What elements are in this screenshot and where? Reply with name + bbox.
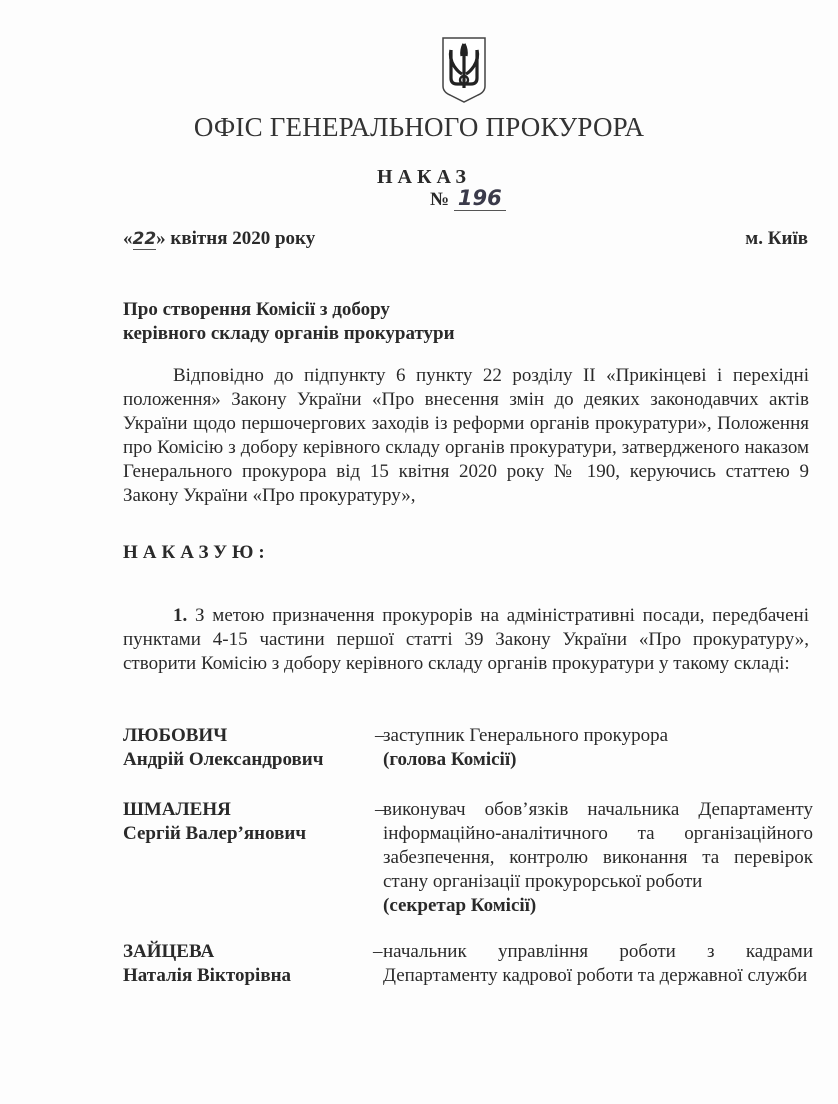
date-month-year: квітня 2020 року (165, 228, 316, 249)
order-number (430, 186, 506, 211)
order-subject (123, 298, 455, 346)
member-name (123, 724, 363, 772)
member-name (123, 940, 363, 988)
organization-title: ОФІС ГЕНЕРАЛЬНОГО ПРОКУРОРА (193, 112, 645, 142)
order-date (123, 228, 315, 250)
member-surname: ШМАЛЕНЯ (123, 799, 231, 820)
dash: – (375, 799, 385, 820)
handwritten-order-number: 196 (454, 186, 506, 211)
order-verb-heading: НАКАЗУЮ: (123, 542, 270, 563)
date-open-quote: « (123, 228, 133, 249)
member-commission-role: (голова Комісії) (383, 749, 517, 770)
member-surname: ЗАЙЦЕВА (123, 941, 215, 962)
member-commission-role: (секретар Комісії) (383, 895, 537, 916)
member-given-names: Андрій Олександрович (123, 749, 324, 770)
member-name (123, 798, 363, 846)
preamble-paragraph: Відповідно до підпункту 6 пункту 22 розділу ІІ «Прикінцеві і перехідні положення» Закону України «Про внесення змін до деяких законодавчих актів України щодо першочергових заходів із реформи органів прокуратури», Положення про Комісію з добору керівного складу органів прокуратури, затвердженого наказом Генерального прокурора від 15 квітня 2020 року № 190, керуючись статтею 9 Закону України «Про прокуратуру», (123, 365, 809, 506)
member-position: виконувач обов’язків начальника Департаменту інформаційно-аналітичного та організаційного забезпечення, контролю виконання та перевірок стану організації прокурорської роботи (383, 799, 813, 892)
member-surname: ЛЮБОВИЧ (123, 725, 228, 746)
item-text: З метою призначення прокурорів на адміністративні посади, передбачені пунктами 4-15 частини першої статті 39 Закону України «Про прокуратуру», створити Комісію з добору керівного складу органів прокуратури у такому складі: (123, 605, 809, 674)
dash: – (375, 725, 385, 746)
document-type-heading: НАКАЗ (376, 166, 471, 188)
dash: – (373, 941, 383, 962)
subject-line-2: керівного складу органів прокуратури (123, 323, 455, 344)
order-item-1 (123, 604, 809, 676)
number-prefix: № (430, 189, 450, 210)
member-given-names: Наталія Вікторівна (123, 965, 292, 986)
member-role (383, 940, 813, 988)
member-given-names: Сергій Валер’янович (123, 823, 307, 844)
member-role (383, 798, 813, 918)
member-role (383, 724, 813, 772)
item-number: 1. (173, 605, 188, 626)
subject-line-1: Про створення Комісії з добору (123, 299, 390, 320)
handwritten-day: 22 (132, 229, 157, 249)
trident-emblem-icon (440, 36, 488, 104)
member-position: заступник Генерального прокурора (383, 725, 669, 746)
city: м. Київ (745, 228, 808, 249)
date-close-quote: » (156, 228, 166, 249)
member-position: начальник управління роботи з кадрами Департаменту кадрової роботи та державної служби (383, 941, 813, 986)
